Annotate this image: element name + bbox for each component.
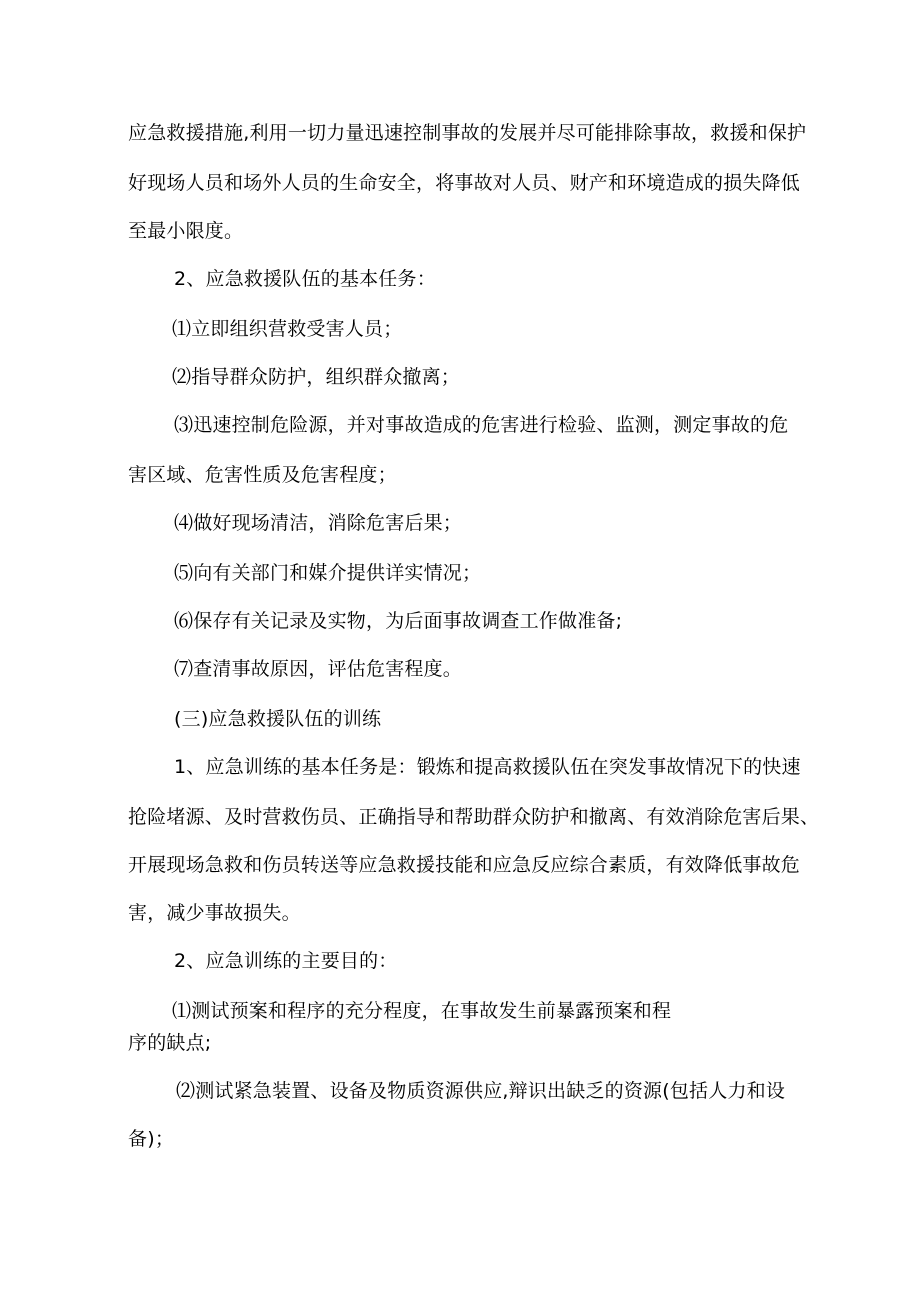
- list-item-continuation: 备)；: [128, 1128, 175, 1150]
- list-item: ⑵测试紧急装置、设备及物质资源供应,辩识出缺乏的资源(包括人力和设: [176, 1080, 786, 1102]
- paragraph-line: 抢险堵源、及时营救伤员、正确指导和帮助群众防护和撤离、有效消除危害后果、: [128, 806, 820, 828]
- list-item: ⑵指导群众防护，组织群众撤离；: [172, 366, 461, 388]
- section-item-heading: 2、应急救援队伍的基本任务：: [174, 268, 436, 290]
- list-item: ⑺查清事故原因，评估危害程度。: [174, 658, 463, 680]
- section-item-heading: 2、应急训练的主要目的：: [174, 950, 398, 972]
- section-heading: (三)应急救援队伍的训练: [174, 708, 382, 730]
- paragraph-line: 开展现场急救和伤员转送等应急救援技能和应急反应综合素质，有效降低事故危: [128, 854, 801, 876]
- list-item: ⑹保存有关记录及实物，为后面事故调查工作做准备;: [174, 610, 623, 632]
- list-item: ⑷做好现场清洁，消除危害后果；: [174, 512, 463, 534]
- list-item: ⑸向有关部门和媒介提供详实情况；: [174, 562, 482, 584]
- paragraph-line: 应急救援措施,利用一切力量迅速控制事故的发展并尽可能排除事故，救援和保护: [128, 122, 807, 144]
- paragraph-line: 好现场人员和场外人员的生命安全，将事故对人员、财产和环境造成的损失降低: [128, 172, 801, 194]
- paragraph-line: 害，减少事故损失。: [128, 902, 301, 924]
- list-item: ⑴测试预案和程序的充分程度，在事故发生前暴露预案和程: [172, 1000, 672, 1022]
- paragraph-line: 至最小限度。: [128, 220, 244, 242]
- list-item-continuation: 序的缺点;: [128, 1032, 212, 1054]
- list-item: ⑴立即组织营救受害人员；: [172, 318, 403, 340]
- list-item-continuation: 害区域、危害性质及危害程度；: [128, 464, 397, 486]
- list-item: ⑶迅速控制危险源，并对事故造成的危害进行检验、监测，测定事故的危: [174, 414, 789, 436]
- paragraph-line: 1、应急训练的基本任务是：锻炼和提高救援队伍在突发事故情况下的快速: [174, 756, 801, 778]
